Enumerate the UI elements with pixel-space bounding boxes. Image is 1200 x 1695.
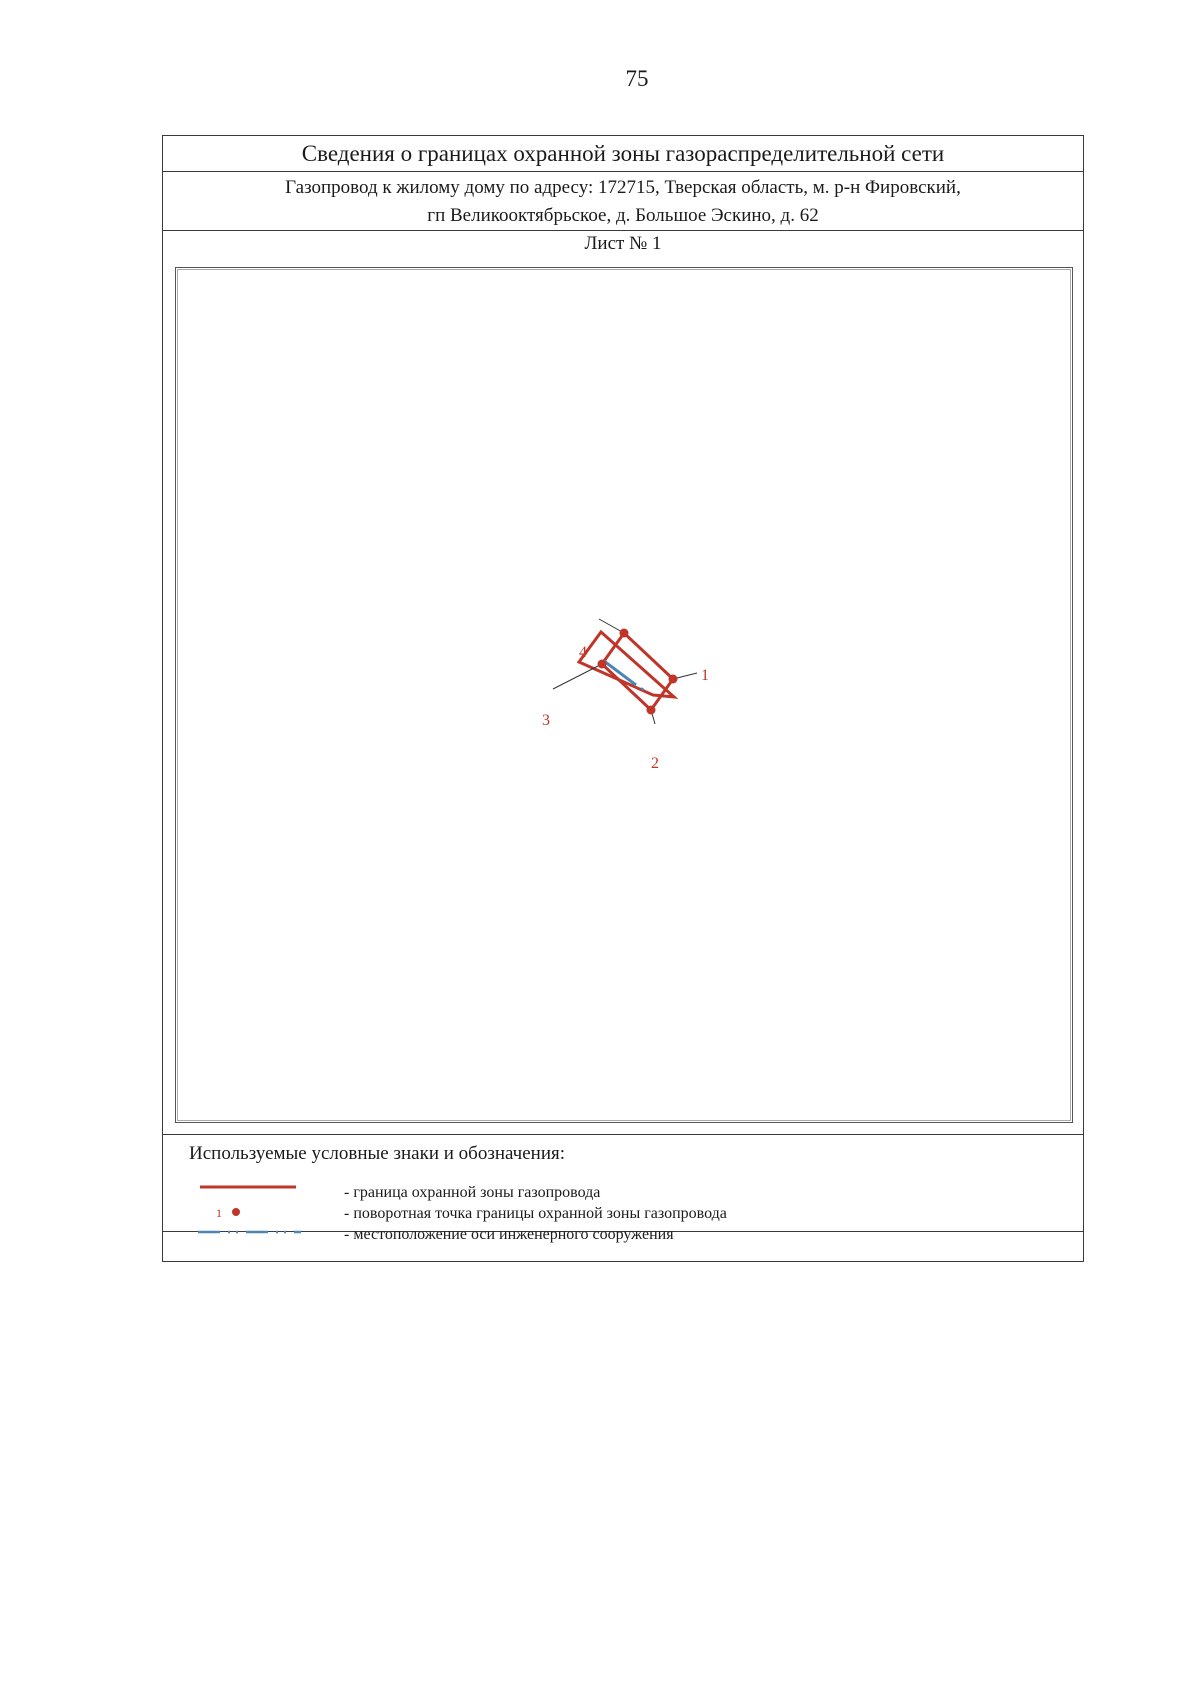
legend-text-boundary: - граница охранной зоны газопровода <box>344 1184 601 1201</box>
turning-point-4 <box>620 629 629 638</box>
leader-line-4 <box>599 619 624 633</box>
legend-text-axis: - местоположение оси инженерного сооружения <box>344 1226 674 1243</box>
leader-line-1 <box>673 673 697 679</box>
turning-point-3 <box>598 660 607 669</box>
point-label-4: 4 <box>579 644 587 661</box>
protection-zone-boundary-closed <box>579 632 674 728</box>
legend-item-boundary <box>163 1183 1083 1203</box>
legend-text-turning-point: - поворотная точка границы охранной зоны газопровода <box>344 1205 727 1222</box>
boundary-info-sheet <box>162 135 1084 1262</box>
leader-line-2 <box>651 710 655 724</box>
point-label-3: 3 <box>542 712 550 729</box>
axis-line-icon <box>193 1225 303 1245</box>
address-line-2: гп Великооктябрьское, д. Большое Эскино, д. 62 <box>427 205 819 226</box>
legend-item-turning-point <box>163 1204 1083 1224</box>
leader-line-3 <box>553 664 602 689</box>
protection-zone-outline <box>602 633 673 710</box>
turning-point-icon <box>193 1204 303 1224</box>
address-block <box>163 171 1083 231</box>
turning-point-2 <box>647 706 656 715</box>
sheet-title: Сведения о границах охранной зоны газораспределительной сети <box>163 136 1083 172</box>
point-label-2: 2 <box>651 755 659 772</box>
legend-point-label: 1 <box>216 1206 222 1220</box>
boundary-line-icon <box>193 1183 303 1203</box>
protection-zone-boundary <box>579 632 674 697</box>
page-number: 75 <box>625 66 649 91</box>
address-line-1: Газопровод к жилому дому по адресу: 172715, Тверская область, м. р-н Фировский, <box>285 177 961 198</box>
legend-item-axis <box>163 1225 1083 1245</box>
engineering-axis-tick <box>641 688 644 690</box>
turning-point-1 <box>669 675 678 684</box>
engineering-axis-line <box>604 661 636 685</box>
map-frame <box>175 267 1073 1123</box>
sheet-number: Лист № 1 <box>584 233 662 254</box>
legend <box>163 1134 1083 1264</box>
point-label-1: 1 <box>701 667 709 684</box>
map-drawing <box>176 268 1074 1124</box>
legend-title: Используемые условные знаки и обозначения: <box>189 1143 566 1164</box>
